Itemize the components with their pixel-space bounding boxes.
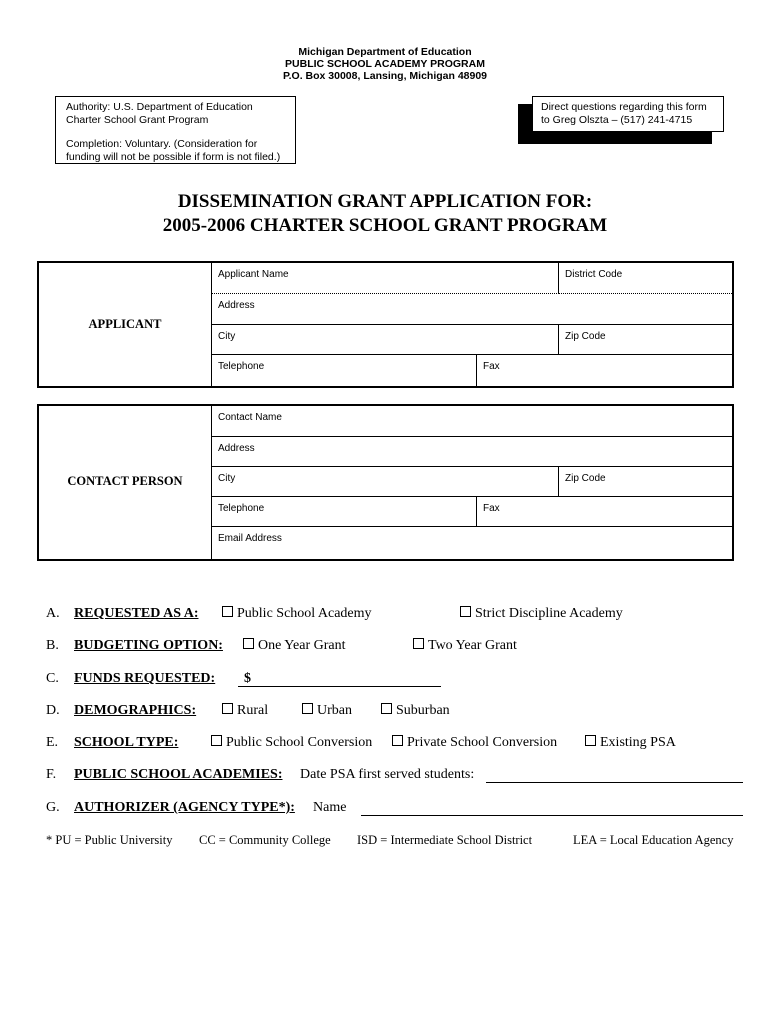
checkbox-icon[interactable]	[392, 735, 403, 746]
contact-section-label: CONTACT PERSON	[67, 474, 183, 488]
contact-email-field[interactable]: Email Address	[218, 533, 282, 544]
checkbox-icon[interactable]	[381, 703, 392, 714]
item-a-letter: A.	[46, 606, 60, 621]
header-line-1: Michigan Department of Education	[298, 46, 472, 58]
item-f-letter: F.	[46, 767, 57, 782]
currency-sign: $	[244, 671, 251, 686]
rural-option[interactable]: Rural	[222, 703, 268, 719]
applicant-telephone-field[interactable]: Telephone	[212, 355, 477, 386]
applicant-section-label: APPLICANT	[88, 317, 162, 331]
authority-box	[55, 96, 296, 164]
checkbox-icon[interactable]	[413, 638, 424, 649]
funds-requested-field[interactable]	[238, 686, 441, 687]
checkbox-icon[interactable]	[222, 606, 233, 617]
checkbox-icon[interactable]	[585, 735, 596, 746]
form-title-line-2: 2005-2006 CHARTER SCHOOL GRANT PROGRAM	[162, 215, 608, 236]
item-g-label: AUTHORIZER (AGENCY TYPE*):	[74, 800, 295, 815]
contact-section	[37, 404, 734, 561]
two-year-grant-option[interactable]: Two Year Grant	[413, 638, 517, 654]
item-b-label: BUDGETING OPTION:	[74, 638, 223, 653]
contact-city-field[interactable]: City	[212, 467, 559, 497]
contact-zip-field[interactable]: Zip Code	[559, 467, 732, 497]
existing-psa-option[interactable]: Existing PSA	[585, 735, 676, 751]
urban-option[interactable]: Urban	[302, 703, 352, 719]
authorizer-name-prompt: Name	[313, 800, 347, 815]
applicant-city-field[interactable]: City	[212, 325, 559, 355]
item-c-label: FUNDS REQUESTED:	[74, 671, 216, 686]
questions-box	[532, 96, 724, 132]
item-d-label: DEMOGRAPHICS:	[74, 703, 197, 718]
checkbox-icon[interactable]	[302, 703, 313, 714]
header-line-2: PUBLIC SCHOOL ACADEMY PROGRAM	[285, 58, 485, 70]
authority-text: Authority: U.S. Department of Education Charter School Grant Program	[66, 101, 253, 126]
item-f-label: PUBLIC SCHOOL ACADEMIES:	[74, 767, 283, 782]
footnote-lea: LEA = Local Education Agency	[573, 833, 734, 847]
strict-discipline-academy-option[interactable]: Strict Discipline Academy	[460, 606, 623, 622]
date-psa-field[interactable]	[486, 782, 743, 783]
public-school-academy-option[interactable]: Public School Academy	[222, 606, 372, 622]
applicant-name-field[interactable]: Applicant Name	[212, 263, 559, 294]
checkbox-icon[interactable]	[460, 606, 471, 617]
footnote-pu: * PU = Public University	[46, 833, 173, 847]
date-psa-prompt: Date PSA first served students:	[300, 767, 475, 782]
item-g-letter: G.	[46, 800, 60, 815]
item-a-label: REQUESTED AS A:	[74, 606, 199, 621]
private-school-conversion-option[interactable]: Private School Conversion	[392, 735, 557, 751]
item-c-letter: C.	[46, 671, 59, 686]
footnote-isd: ISD = Intermediate School District	[357, 833, 533, 847]
contact-fax-field[interactable]: Fax	[477, 497, 732, 527]
checkbox-icon[interactable]	[243, 638, 254, 649]
suburban-option[interactable]: Suburban	[381, 703, 450, 719]
contact-name-field[interactable]: Contact Name	[212, 406, 732, 437]
header-line-3: P.O. Box 30008, Lansing, Michigan 48909	[282, 70, 488, 82]
contact-address-field[interactable]: Address	[212, 437, 732, 467]
questions-text: Direct questions regarding this form to Greg Olszta – (517) 241-4715	[541, 101, 707, 126]
form-title-line-1: DISSEMINATION GRANT APPLICATION FOR:	[177, 191, 593, 212]
public-school-conversion-option[interactable]: Public School Conversion	[211, 735, 372, 751]
contact-telephone-field[interactable]: Telephone	[212, 497, 477, 527]
item-e-label: SCHOOL TYPE:	[74, 735, 179, 750]
completion-text: Completion: Voluntary. (Consideration for funding will not be possible if form is not filed.)	[66, 138, 281, 163]
applicant-address-field[interactable]: Address	[212, 294, 732, 325]
applicant-zip-field[interactable]: Zip Code	[559, 325, 732, 355]
district-code-field[interactable]: District Code	[559, 263, 732, 294]
applicant-fax-field[interactable]: Fax	[483, 361, 500, 372]
item-b-letter: B.	[46, 638, 59, 653]
one-year-grant-option[interactable]: One Year Grant	[243, 638, 345, 654]
footnote-cc: CC = Community College	[199, 833, 331, 847]
applicant-section	[37, 261, 734, 388]
item-e-letter: E.	[46, 735, 59, 750]
checkbox-icon[interactable]	[211, 735, 222, 746]
item-d-letter: D.	[46, 703, 60, 718]
authorizer-name-field[interactable]	[361, 815, 743, 816]
checkbox-icon[interactable]	[222, 703, 233, 714]
